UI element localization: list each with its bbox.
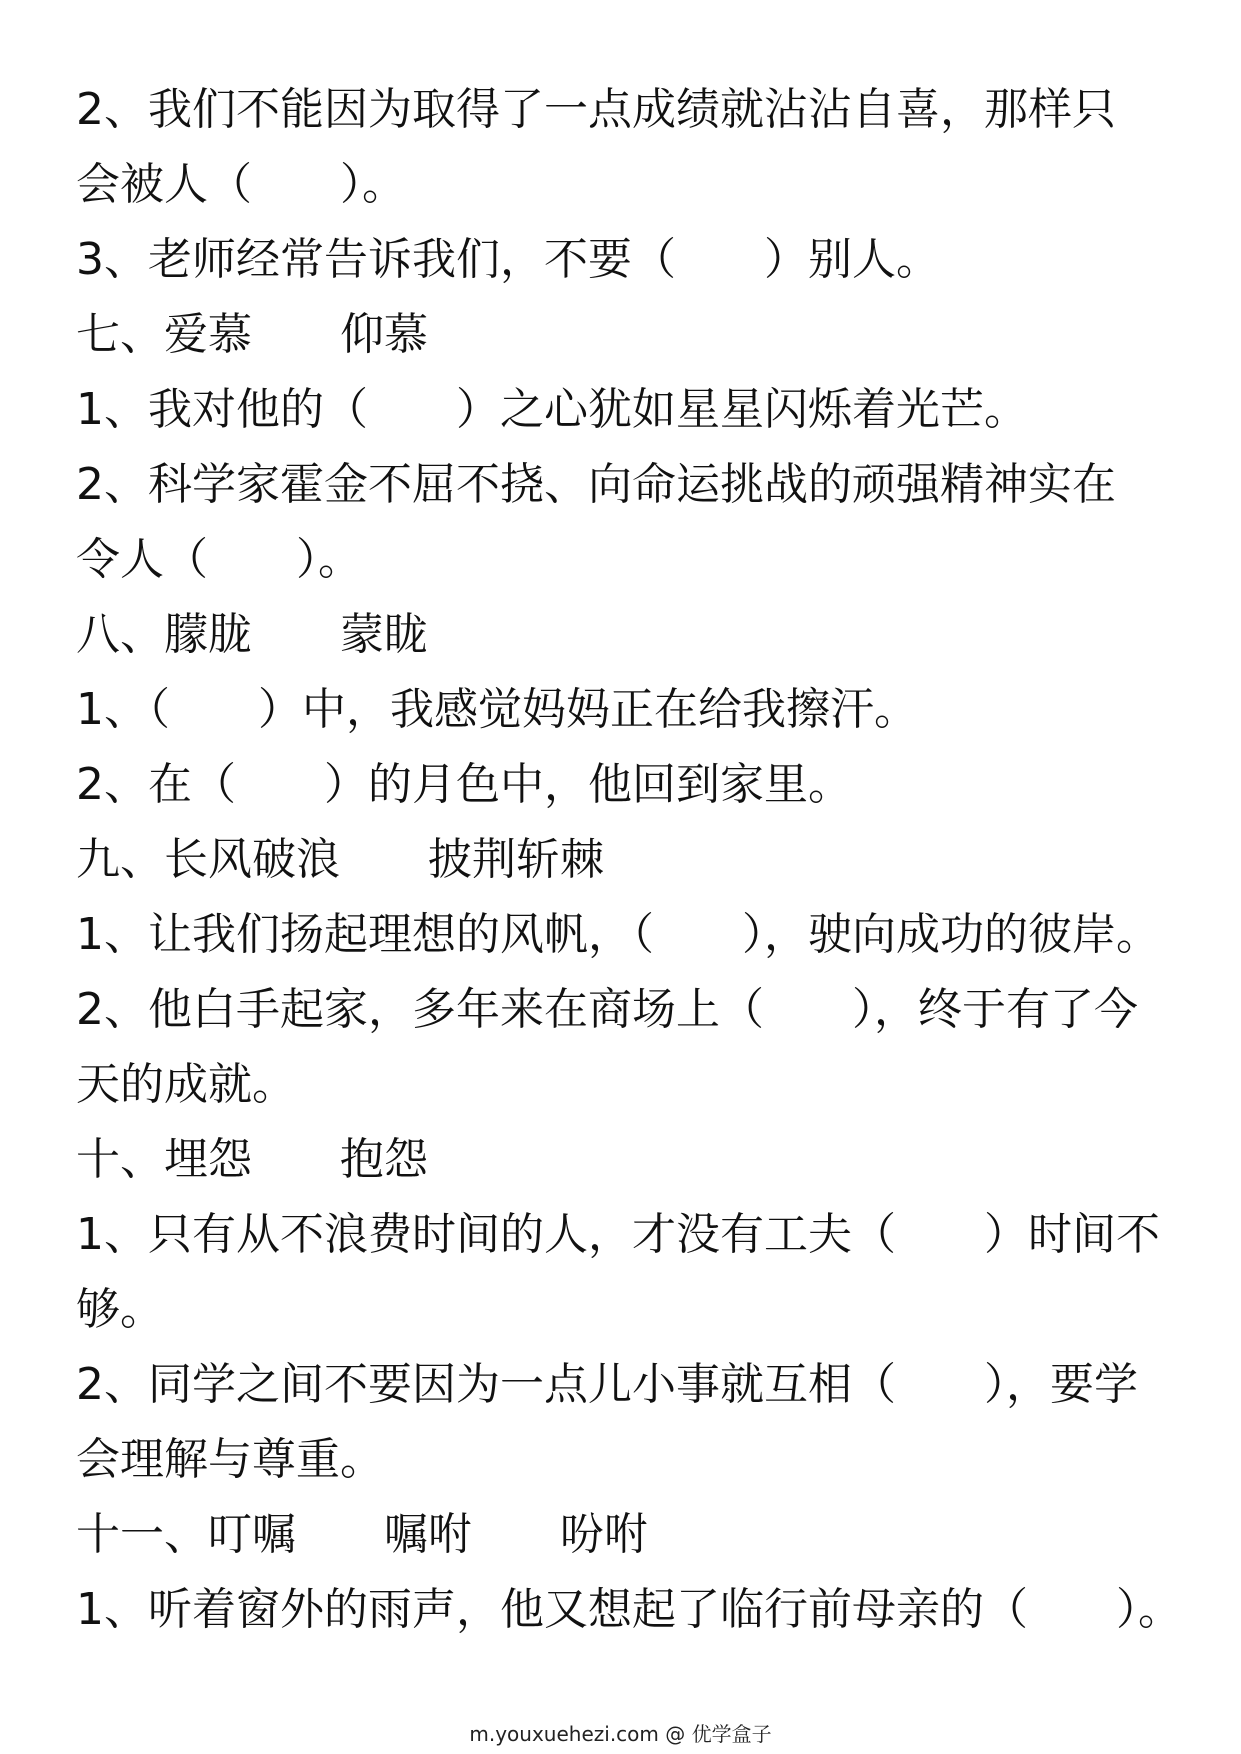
text-line: 2、同学之间不要因为一点儿小事就互相（ ），要学 xyxy=(76,1359,1138,1410)
text-line: 够。 xyxy=(76,1284,164,1335)
text-line: 2、科学家霍金不屈不挠、向命运挑战的顽强精神实在 xyxy=(76,459,1116,510)
text-line: 1、我对他的（ ）之心犹如星星闪烁着光芒。 xyxy=(76,384,1028,435)
text-line: 天的成就。 xyxy=(76,1059,296,1110)
footer-watermark: m.youxuehezi.com @ 优学盒子 xyxy=(469,1722,772,1746)
section-heading: 九、长风破浪 披荆斩棘 xyxy=(76,834,604,885)
text-line: 2、在（ ）的月色中，他回到家里。 xyxy=(76,759,852,810)
text-line: 会理解与尊重。 xyxy=(76,1434,384,1485)
text-line: 2、他白手起家，多年来在商场上（ ），终于有了今 xyxy=(76,984,1138,1035)
text-line: 1、（ ）中，我感觉妈妈正在给我擦汗。 xyxy=(76,684,918,735)
exercise-text xyxy=(76,72,1182,1647)
text-line: 3、老师经常告诉我们，不要（ ）别人。 xyxy=(76,234,940,285)
text-line: 2、我们不能因为取得了一点成绩就沾沾自喜，那样只 xyxy=(76,84,1116,135)
text-line: 1、听着窗外的雨声，他又想起了临行前母亲的（ ）。 xyxy=(76,1584,1182,1635)
text-line: 1、让我们扬起理想的风帆，（ ），驶向成功的彼岸。 xyxy=(76,909,1160,960)
section-heading: 七、爱慕 仰慕 xyxy=(76,309,428,360)
section-heading: 十、埋怨 抱怨 xyxy=(76,1134,428,1185)
text-line: 令人（ ）。 xyxy=(76,534,362,585)
text-line: 会被人（ ）。 xyxy=(76,159,406,210)
section-heading: 十一、叮嘱 嘱咐 吩咐 xyxy=(76,1509,648,1560)
section-heading: 八、朦胧 蒙眬 xyxy=(76,609,428,660)
text-line: 1、只有从不浪费时间的人，才没有工夫（ ）时间不 xyxy=(76,1209,1160,1260)
